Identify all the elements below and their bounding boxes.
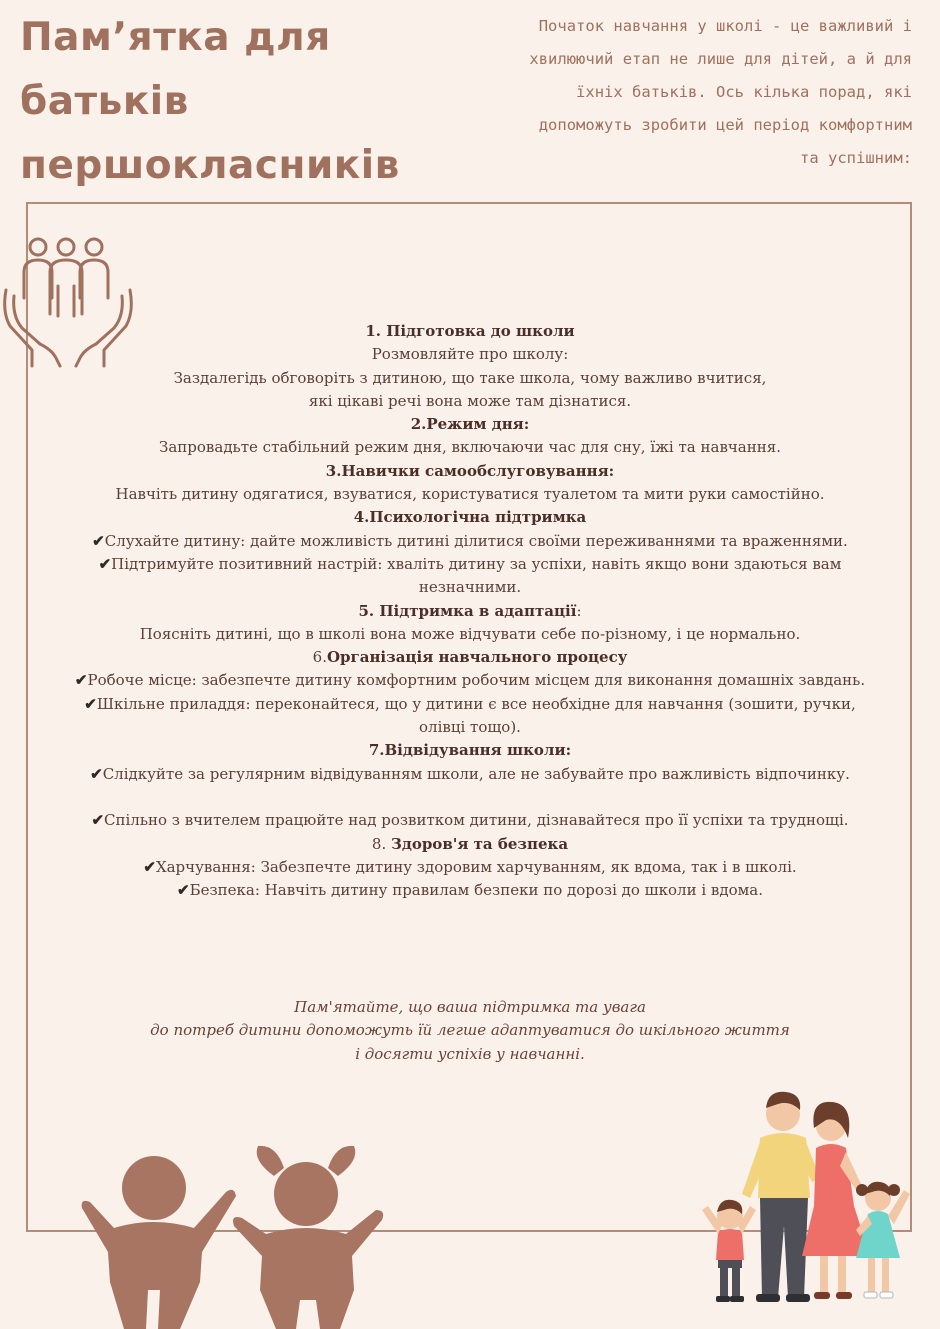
page-title bbox=[20, 6, 420, 198]
advice-text: Підтримуйте позитивний настрій: хваліть дитину за успіхи, навіть якщо вони здаються вам bbox=[111, 554, 842, 573]
spacer bbox=[30, 786, 910, 809]
advice-text: Спільно з вчителем працюйте над розвитком дитини, дізнавайтеся про її успіхи та труднощі. bbox=[104, 811, 849, 830]
advice-text: Поясніть дитині, що в школі вона може відчувати себе по-різному, і це нормально. bbox=[139, 624, 801, 643]
section-heading: 7.Відвідування школи: bbox=[368, 741, 572, 760]
section-heading bbox=[30, 646, 910, 669]
check-icon: ✔ bbox=[143, 857, 156, 876]
intro-paragraph bbox=[436, 10, 912, 175]
advice-text: Навчіть дитину одягатися, взуватися, користуватися туалетом та мити руки самостійно. bbox=[115, 485, 825, 504]
closing-line: Пам'ятайте, що ваша підтримка та увага bbox=[294, 998, 646, 1016]
advice-text: Запровадьте стабільний режим дня, включаючи час для сну, їжі та навчання. bbox=[159, 438, 781, 457]
advice-list bbox=[30, 320, 910, 902]
advice-text: які цікаві речі вона може там дізнатися. bbox=[308, 391, 632, 410]
intro-line: допоможуть зробити цей період комфортним bbox=[538, 116, 912, 134]
check-icon: ✔ bbox=[90, 764, 103, 783]
section-heading-text: 5. Підтримка в адаптації bbox=[358, 601, 577, 620]
advice-text: Безпека: Навчіть дитину правилам безпеки по дорозі до школи і вдома. bbox=[189, 881, 763, 900]
advice-text: Слідкуйте за регулярним відвідуванням школи, але не забувайте про важливість відпочинку. bbox=[102, 764, 850, 783]
advice-text: незначними. bbox=[418, 578, 522, 597]
section-heading: 2.Режим дня: bbox=[410, 415, 530, 434]
intro-line: їхніх батьків. Ось кілька порад, які bbox=[576, 83, 912, 101]
section-heading-suffix: : bbox=[576, 601, 582, 620]
advice-item bbox=[30, 669, 910, 692]
advice-text: Харчування: Забезпечте дитину здоровим харчуванням, як вдома, так і в школі. bbox=[155, 857, 797, 876]
advice-item bbox=[30, 856, 910, 879]
closing-line: і досягти успіхів у навчанні. bbox=[355, 1044, 585, 1063]
advice-item bbox=[30, 693, 910, 716]
check-icon: ✔ bbox=[177, 881, 190, 900]
family-illustration bbox=[690, 1086, 920, 1308]
advice-item bbox=[30, 879, 910, 902]
check-icon: ✔ bbox=[74, 671, 88, 690]
check-icon: ✔ bbox=[98, 554, 112, 573]
advice-text: Розмовляйте про школу: bbox=[371, 345, 569, 364]
section-heading: 1. Підготовка до школи bbox=[365, 322, 575, 340]
title-line: Пам’ятка для bbox=[20, 15, 331, 60]
advice-text: Робоче місце: забезпечте дитину комфортним робочим місцем для виконання домашніх завдань. bbox=[87, 671, 866, 690]
advice-text: олівці тощо). bbox=[419, 718, 521, 737]
section-heading bbox=[30, 600, 910, 623]
section-heading-prefix: 6. bbox=[312, 648, 327, 667]
intro-line: хвилюючий етап не лише для дітей, а й для bbox=[529, 50, 912, 68]
section-heading-text: Організація навчального процесу bbox=[326, 648, 628, 667]
advice-text: Заздалегідь обговоріть з дитиною, що таке школа, чому важливо вчитися, bbox=[173, 368, 767, 387]
advice-item bbox=[30, 553, 910, 576]
section-heading-text: Здоров'я та безпека bbox=[391, 834, 569, 853]
section-heading-prefix: 8. bbox=[371, 834, 391, 853]
section-heading: 4.Психологічна підтримка bbox=[353, 508, 587, 527]
advice-item bbox=[30, 763, 910, 786]
check-icon: ✔ bbox=[84, 694, 97, 713]
intro-line: Початок навчання у школі - це важливий і bbox=[538, 17, 912, 35]
check-icon: ✔ bbox=[91, 811, 105, 830]
kids-silhouette-illustration bbox=[76, 1140, 386, 1329]
section-heading: 3.Навички самообслуговування: bbox=[325, 461, 615, 480]
advice-text: Шкільне приладдя: переконайтеся, що у дитини є все необхідне для навчання (зошити, ручки, bbox=[96, 694, 856, 713]
advice-item bbox=[30, 530, 910, 553]
closing-note bbox=[30, 996, 910, 1066]
section-heading bbox=[30, 833, 910, 856]
advice-item bbox=[30, 809, 910, 832]
advice-text: Слухайте дитину: дайте можливість дитині ділитися своїми переживаннями та враженнями. bbox=[104, 531, 848, 550]
intro-line: та успішним: bbox=[800, 149, 912, 167]
check-icon: ✔ bbox=[92, 531, 105, 550]
closing-line: до потреб дитини допоможуть їй легше адаптуватися до шкільного життя bbox=[150, 1021, 790, 1040]
title-line: батьків bbox=[20, 79, 189, 124]
title-line: першокласників bbox=[20, 143, 400, 188]
